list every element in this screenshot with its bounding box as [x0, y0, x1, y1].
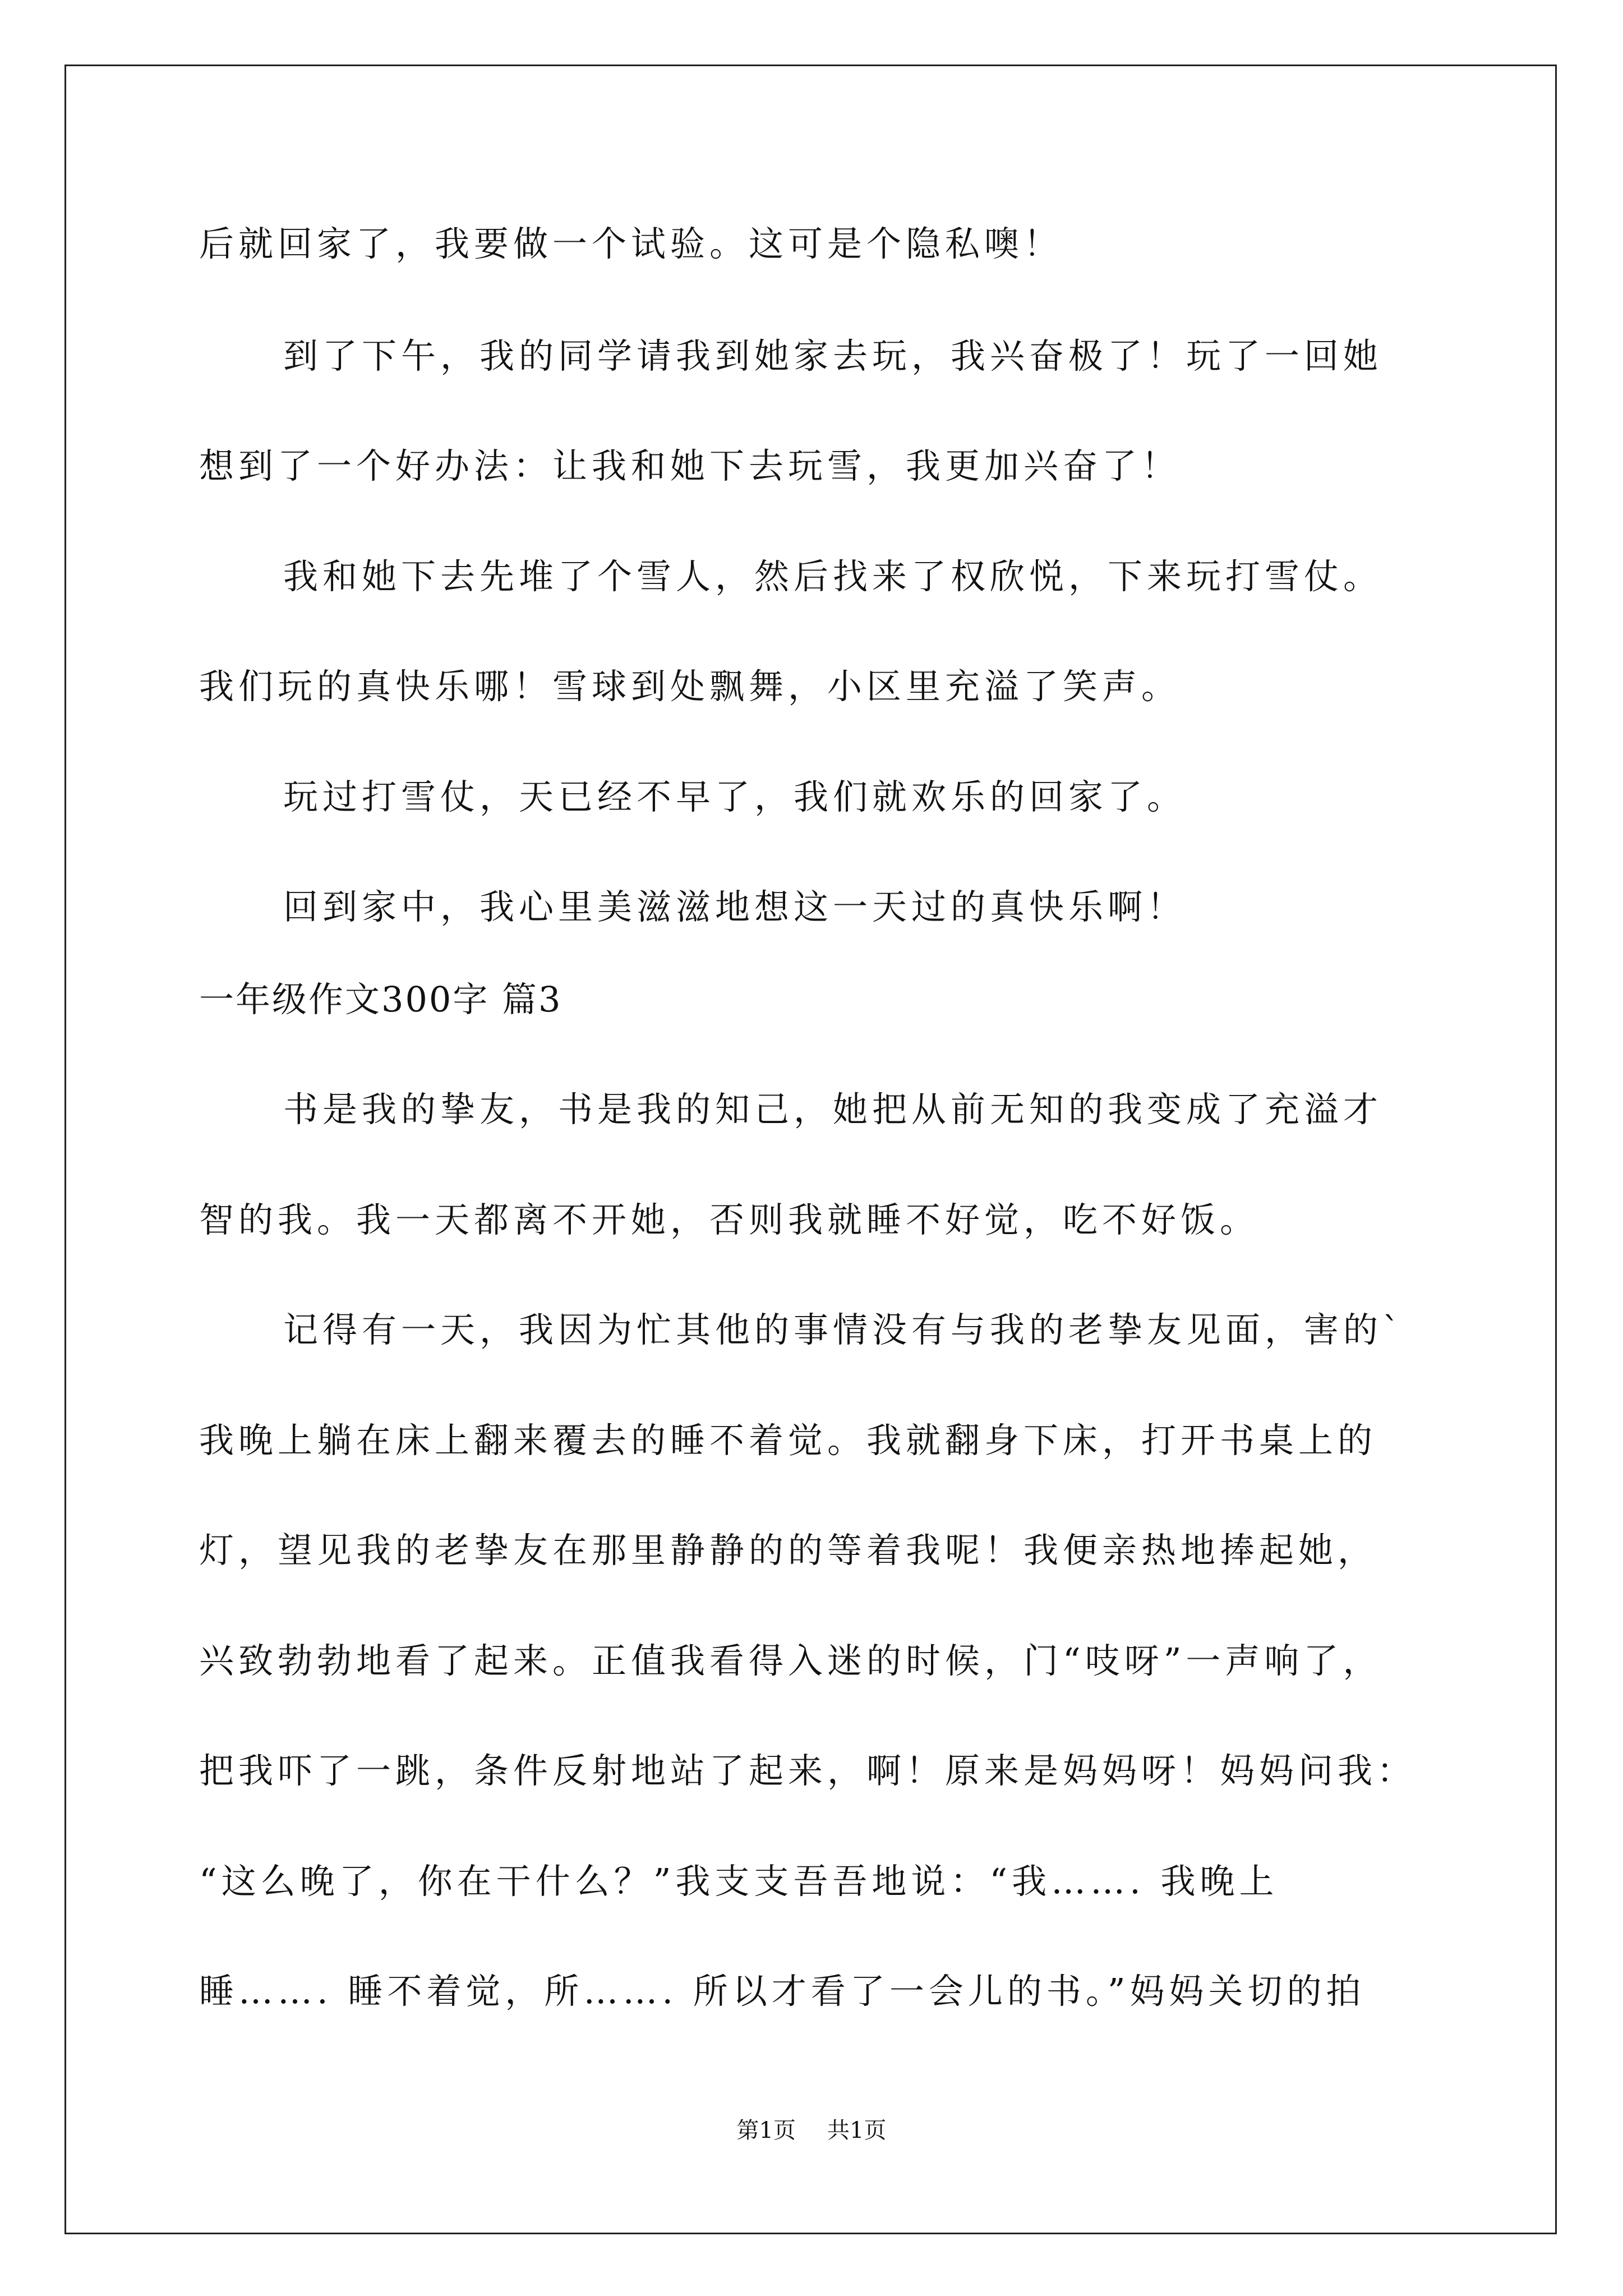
page-border: [64, 65, 1557, 2234]
text-line-12: 灯，望见我的老挚友在那里静静的的等着我呢！我便亲热地捧起她，: [199, 1530, 1377, 1571]
page-total: 共1页: [827, 2118, 887, 2143]
text-line-10: 记得有一天，我因为忙其他的事情没有与我的老挚友见面，害的`: [283, 1309, 1405, 1350]
text-line-15: “这么晚了，你在干什么？”我支支吾吾地说：“我……. 我晚上: [199, 1861, 1279, 1902]
text-line-16: 睡……. 睡不着觉，所……. 所以才看了一会儿的书。”妈妈关切的拍: [199, 1971, 1366, 2012]
text-line-6: 玩过打雪仗，天已经不早了，我们就欢乐的回家了。: [283, 776, 1187, 817]
text-line-5: 我们玩的真快乐哪！雪球到处飘舞，小区里充溢了笑声。: [199, 666, 1181, 707]
text-line-8: 书是我的挚友，书是我的知己，她把从前无知的我变成了充溢才: [283, 1089, 1383, 1130]
text-line-1: 后就回家了，我要做一个试验。这可是个隐私噢！: [199, 223, 1063, 264]
text-line-4: 我和她下去先堆了个雪人，然后找来了权欣悦，下来玩打雪仗。: [283, 556, 1383, 597]
page-footer: [0, 2116, 1623, 2145]
section-heading: 一年级作文300字 篇3: [199, 979, 562, 1020]
text-line-2: 到了下午，我的同学请我到她家去玩，我兴奋极了！玩了一回她: [283, 335, 1383, 376]
page-number: 第1页: [736, 2118, 796, 2143]
text-line-14: 把我吓了一跳，条件反射地站了起来，啊！原来是妈妈呀！妈妈问我：: [199, 1750, 1417, 1791]
text-line-11: 我晚上躺在床上翻来覆去的睡不着觉。我就翻身下床，打开书桌上的: [199, 1420, 1377, 1461]
text-line-13: 兴致勃勃地看了起来。正值我看得入迷的时候，门“吱呀”一声响了，: [199, 1640, 1382, 1681]
text-line-7: 回到家中，我心里美滋滋地想这一天过的真快乐啊！: [283, 886, 1187, 927]
text-line-9: 智的我。我一天都离不开她，否则我就睡不好觉，吃不好饭。: [199, 1199, 1260, 1240]
text-line-3: 想到了一个好办法：让我和她下去玩雪，我更加兴奋了！: [199, 445, 1181, 486]
